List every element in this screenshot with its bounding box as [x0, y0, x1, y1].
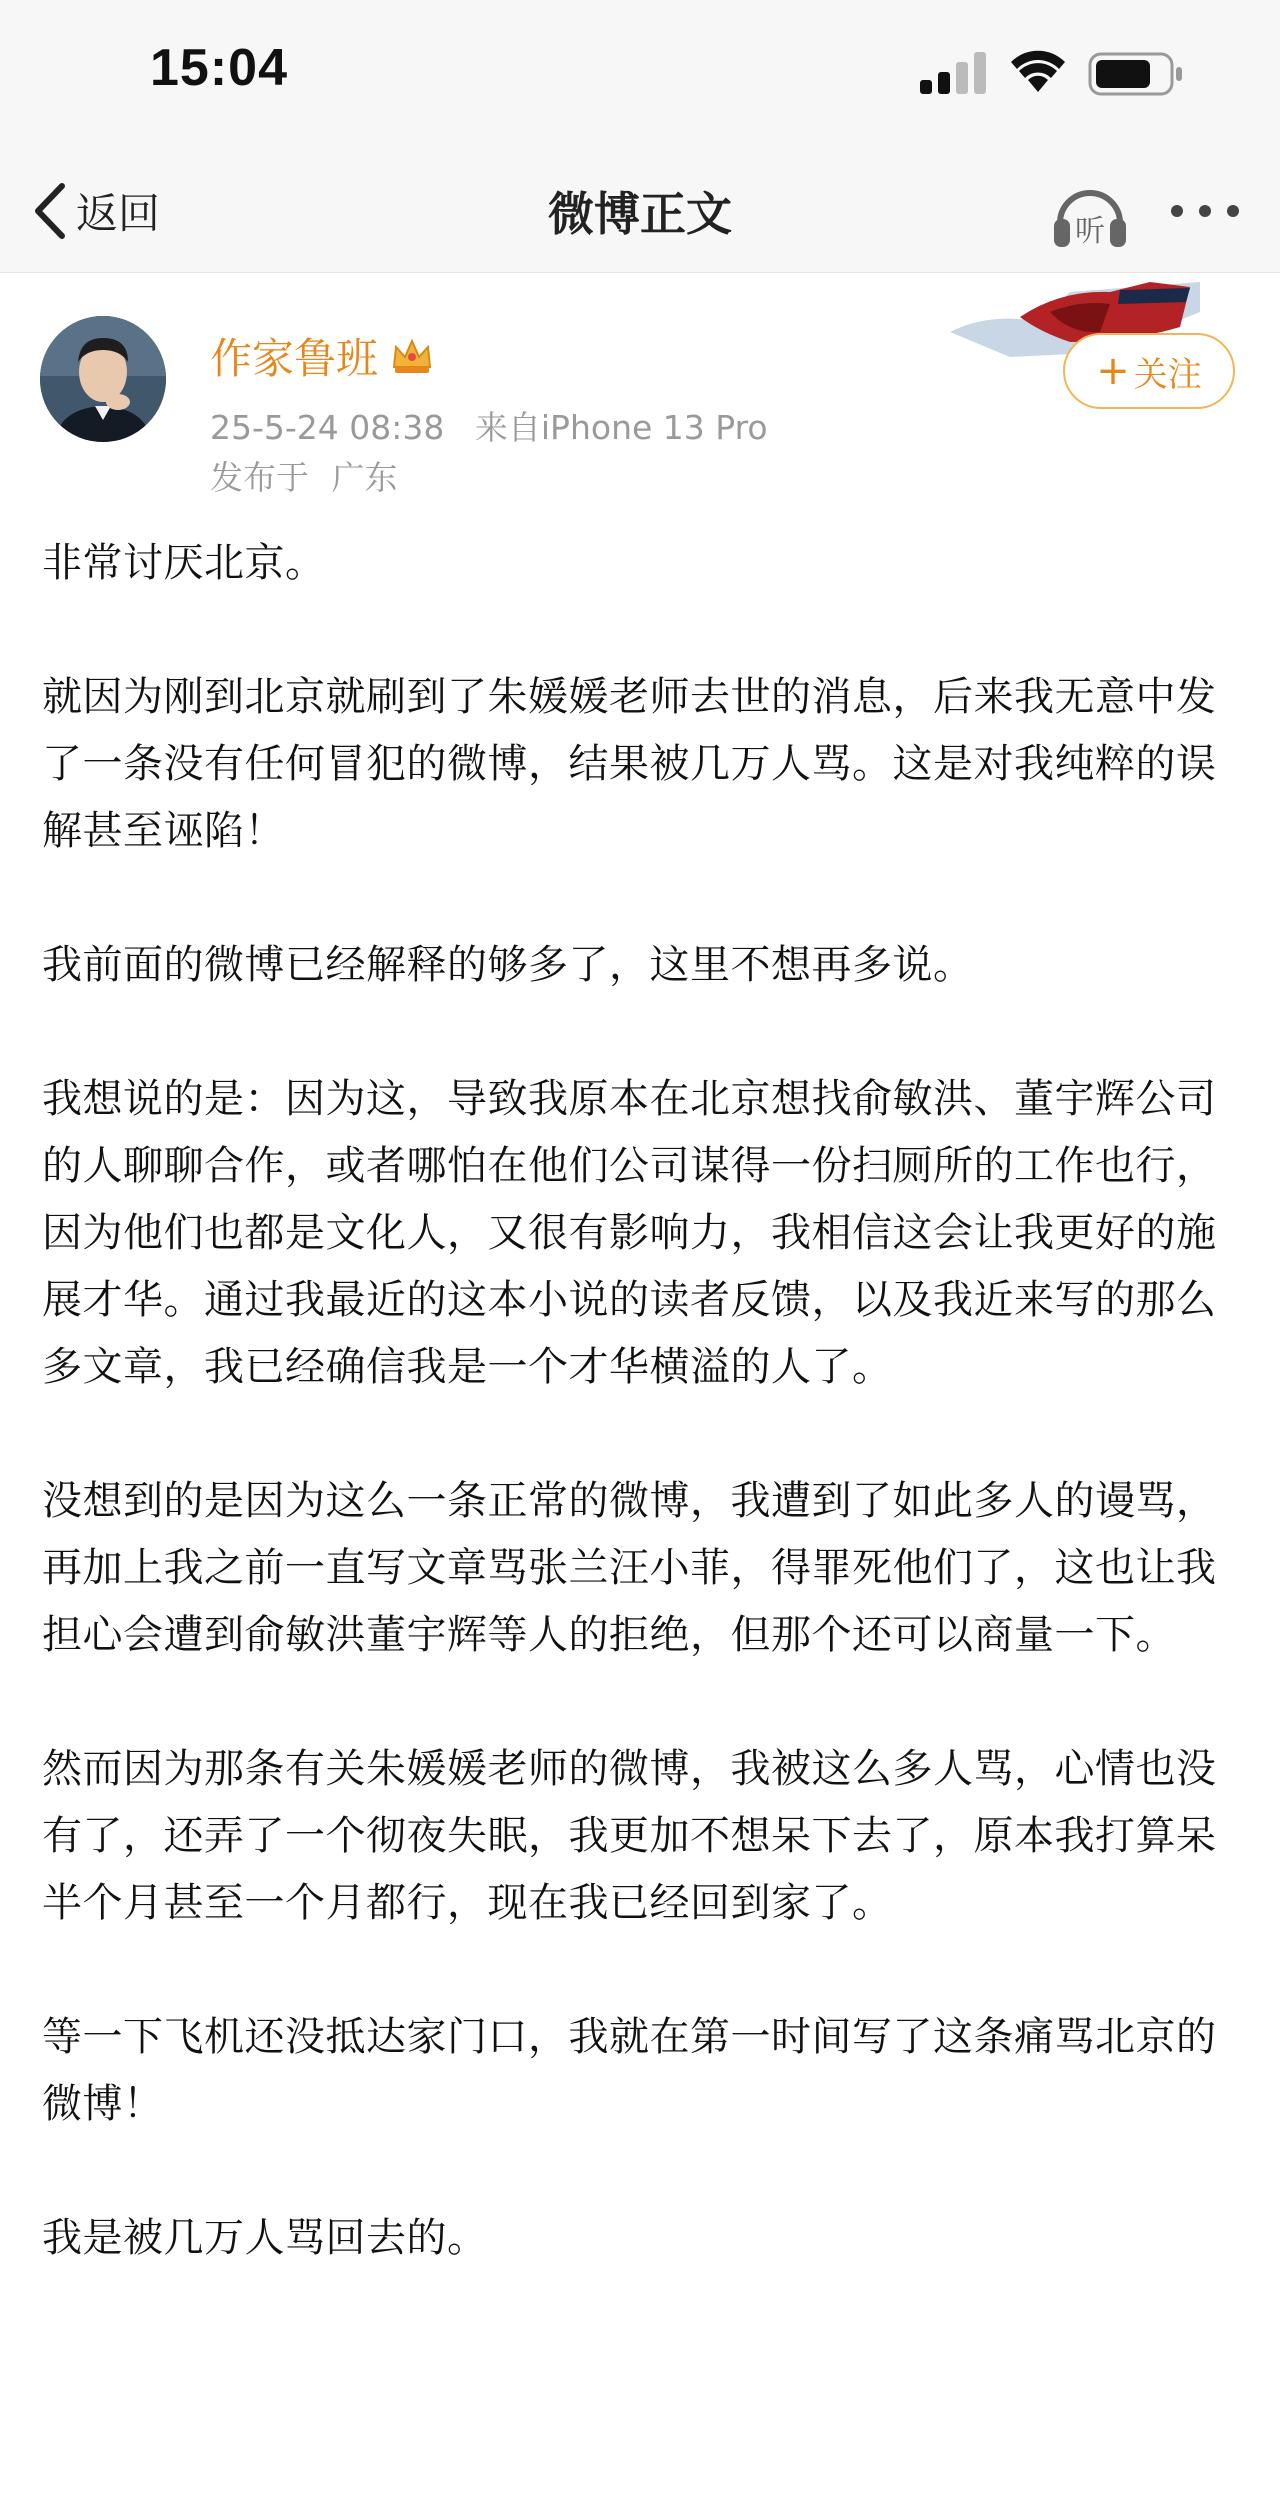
author-avatar[interactable] — [40, 316, 166, 442]
nav-bar — [0, 150, 1280, 273]
post-paragraph: 然而因为那条有关朱媛媛老师的微博，我被这么多人骂，心情也没有了，还弄了一个彻夜失眠，我更加不想呆下去了，原本我打算呆半个月甚至一个月都行，现在我已经回到家了。 — [42, 1746, 1217, 1926]
more-options-button[interactable] — [1165, 186, 1245, 236]
status-bar — [0, 0, 1280, 150]
post-source: 来自iPhone 13 Pro — [474, 408, 768, 447]
follow-button[interactable] — [1063, 333, 1235, 409]
plus-icon: + — [1096, 348, 1130, 394]
more-dots-icon — [1165, 186, 1245, 236]
avatar-photo-icon — [40, 316, 166, 442]
post-timestamp: 25-5-24 08:38 — [210, 408, 445, 447]
post-paragraph: 没想到的是因为这么一条正常的微博，我遭到了如此多人的谩骂，再加上我之前一直写文章骂张兰汪小菲，得罪死他们了，这也让我担心会遭到俞敏洪董宇辉等人的拒绝，但那个还可以商量一下。 — [42, 1478, 1217, 1658]
post-meta — [210, 402, 768, 449]
follow-label: 关注 — [1133, 354, 1202, 395]
cellular-signal-icon — [918, 50, 990, 96]
page-title: 微博正文 — [548, 187, 732, 241]
crown-badge-icon — [390, 337, 434, 375]
status-time: 15:04 — [150, 39, 288, 97]
post-location: 广东 — [331, 458, 398, 497]
post-paragraph: 我是被几万人骂回去的。 — [42, 2215, 488, 2261]
author-name-row[interactable] — [210, 326, 434, 386]
battery-icon — [1088, 52, 1184, 96]
listen-label: 听 — [1075, 214, 1105, 249]
location-prefix: 发布于 — [210, 458, 309, 497]
back-label: 返回 — [76, 189, 161, 238]
headphones-icon — [1050, 175, 1130, 255]
listen-button[interactable] — [1050, 175, 1130, 255]
post-location-row — [210, 452, 398, 499]
post-paragraph: 我前面的微博已经解释的够多了，这里不想再多说。 — [42, 942, 974, 988]
post-paragraph: 我想说的是：因为这，导致我原本在北京想找俞敏洪、董宇辉公司的人聊聊合作，或者哪怕在他们公司谋得一份扫厕所的工作也行，因为他们也都是文化人，又很有影响力，我相信这会让我更好的施展才华。通过我最近的这本小说的读者反馈，以及我近来写的那么多文章，我已经确信我是一个才华横溢的人了。 — [42, 1076, 1217, 1390]
post-body — [42, 530, 1247, 2339]
wifi-icon — [1010, 50, 1066, 94]
post-paragraph: 非常讨厌北京。 — [42, 540, 326, 586]
author-name: 作家鲁班 — [210, 334, 379, 383]
post-paragraph: 就因为刚到北京就刷到了朱媛媛老师去世的消息，后来我无意中发了一条没有任何冒犯的微博，结果被几万人骂。这是对我纯粹的误解甚至诬陷！ — [42, 674, 1217, 854]
post-paragraph: 等一下飞机还没抵达家门口，我就在第一时间写了这条痛骂北京的微博！ — [42, 2014, 1217, 2127]
